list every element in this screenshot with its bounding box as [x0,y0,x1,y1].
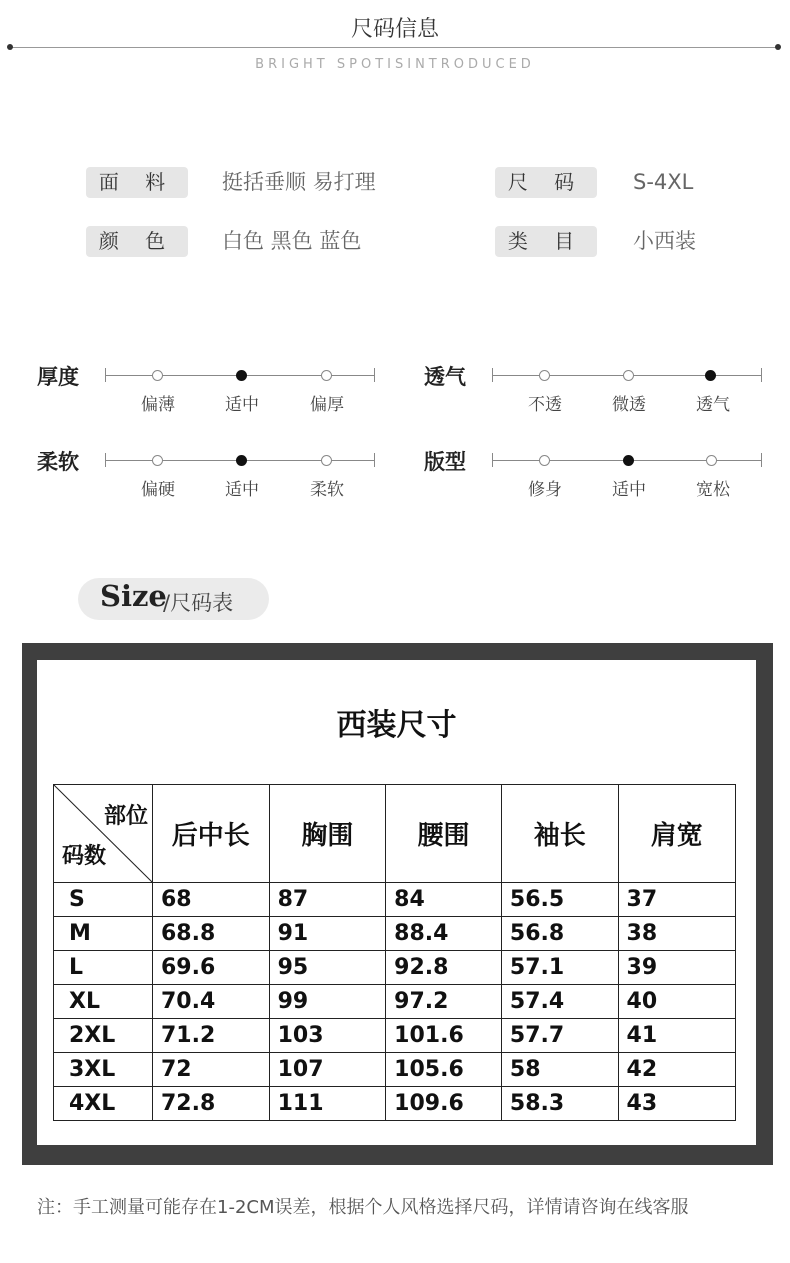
scale-marker-softness-2 [321,455,332,466]
spec-label-fabric: 面 料 [86,167,188,198]
scale-label-breathability: 透气 [424,365,466,389]
corner-label-size: 码数 [62,844,107,869]
scale-option: 适中 [612,480,646,500]
table-cell: 40 [618,985,735,1019]
table-cell: 92.8 [386,951,502,985]
scale-tick [492,368,493,382]
scale-tick [105,453,106,467]
scale-tick [761,453,762,467]
size-cell: 3XL [54,1053,153,1087]
table-row [54,985,736,1019]
spec-value-fabric: 挺括垂顺 易打理 [222,170,376,194]
size-table-title: 西装尺寸 [336,708,457,743]
scale-label-thickness: 厚度 [37,365,79,389]
table-cell: 101.6 [386,1019,502,1053]
table-cell: 107 [269,1053,386,1087]
spec-label-category: 类 目 [495,226,597,257]
scale-tick [374,368,375,382]
table-cell: 58.3 [501,1087,618,1121]
scale-option: 适中 [225,395,259,415]
column-header: 袖长 [501,785,618,883]
column-header: 腰围 [386,785,502,883]
table-row [54,883,736,917]
table-cell: 70.4 [153,985,270,1019]
table-cell: 37 [618,883,735,917]
table-header-row [54,785,736,883]
table-cell: 95 [269,951,386,985]
scale-tick [492,453,493,467]
page-subtitle: BRIGHT SPOTISINTRODUCED [255,57,535,72]
table-corner-cell [54,785,153,883]
table-cell: 41 [618,1019,735,1053]
table-cell: 111 [269,1087,386,1121]
measurement-note: 注：手工测量可能存在1-2CM误差，根据个人风格选择尺码，详情请咨询在线客服 [37,1197,689,1218]
scale-option: 柔软 [310,480,344,500]
scale-marker-thickness-1 [236,370,247,381]
spec-value-color: 白色 黑色 蓝色 [222,229,362,253]
scale-marker-fit-2 [706,455,717,466]
scale-marker-fit-1 [623,455,634,466]
table-row [54,951,736,985]
column-header: 胸围 [269,785,386,883]
size-heading-cn: /尺码表 [163,591,234,615]
table-row [54,1019,736,1053]
table-cell: 99 [269,985,386,1019]
size-table [53,784,736,1121]
scale-marker-thickness-2 [321,370,332,381]
header-divider [10,47,778,48]
scale-tick [374,453,375,467]
divider-dot-left [7,44,13,50]
size-cell: L [54,951,153,985]
scale-marker-breathability-0 [539,370,550,381]
scale-marker-breathability-2 [705,370,716,381]
table-cell: 69.6 [153,951,270,985]
scale-marker-fit-0 [539,455,550,466]
scale-tick [761,368,762,382]
size-cell: 2XL [54,1019,153,1053]
scale-marker-thickness-0 [152,370,163,381]
scale-option: 适中 [225,480,259,500]
scale-option: 宽松 [696,480,730,500]
scale-label-softness: 柔软 [37,450,79,474]
table-cell: 72 [153,1053,270,1087]
scale-option: 不透 [528,395,562,415]
table-row [54,1053,736,1087]
table-cell: 39 [618,951,735,985]
table-cell: 57.7 [501,1019,618,1053]
table-cell: 103 [269,1019,386,1053]
table-cell: 84 [386,883,502,917]
corner-label-part: 部位 [103,804,148,829]
divider-dot-right [775,44,781,50]
spec-label-color: 颜 色 [86,226,188,257]
spec-value-size: S-4XL [633,170,694,194]
table-cell: 56.8 [501,917,618,951]
table-cell: 56.5 [501,883,618,917]
scale-option: 偏薄 [141,395,175,415]
table-cell: 109.6 [386,1087,502,1121]
scale-option: 修身 [528,480,562,500]
column-header: 后中长 [153,785,270,883]
size-heading-en: Size [100,579,167,613]
table-cell: 71.2 [153,1019,270,1053]
scale-marker-softness-1 [236,455,247,466]
size-cell: XL [54,985,153,1019]
scale-option: 微透 [612,395,646,415]
scale-marker-breathability-1 [623,370,634,381]
scale-option: 偏硬 [141,480,175,500]
size-cell: M [54,917,153,951]
table-cell: 91 [269,917,386,951]
table-cell: 57.4 [501,985,618,1019]
scale-option: 偏厚 [310,395,344,415]
spec-value-category: 小西装 [633,229,696,253]
scale-label-fit: 版型 [424,450,466,474]
size-cell: 4XL [54,1087,153,1121]
table-cell: 57.1 [501,951,618,985]
table-cell: 87 [269,883,386,917]
table-cell: 68.8 [153,917,270,951]
spec-label-size: 尺 码 [495,167,597,198]
table-cell: 97.2 [386,985,502,1019]
table-cell: 38 [618,917,735,951]
table-row [54,917,736,951]
table-cell: 105.6 [386,1053,502,1087]
table-cell: 42 [618,1053,735,1087]
page-title: 尺码信息 [350,17,439,42]
table-cell: 72.8 [153,1087,270,1121]
table-row [54,1087,736,1121]
column-header: 肩宽 [618,785,735,883]
table-cell: 43 [618,1087,735,1121]
scale-marker-softness-0 [152,455,163,466]
size-cell: S [54,883,153,917]
scale-tick [105,368,106,382]
table-cell: 58 [501,1053,618,1087]
table-cell: 68 [153,883,270,917]
table-cell: 88.4 [386,917,502,951]
scale-option: 透气 [696,395,730,415]
